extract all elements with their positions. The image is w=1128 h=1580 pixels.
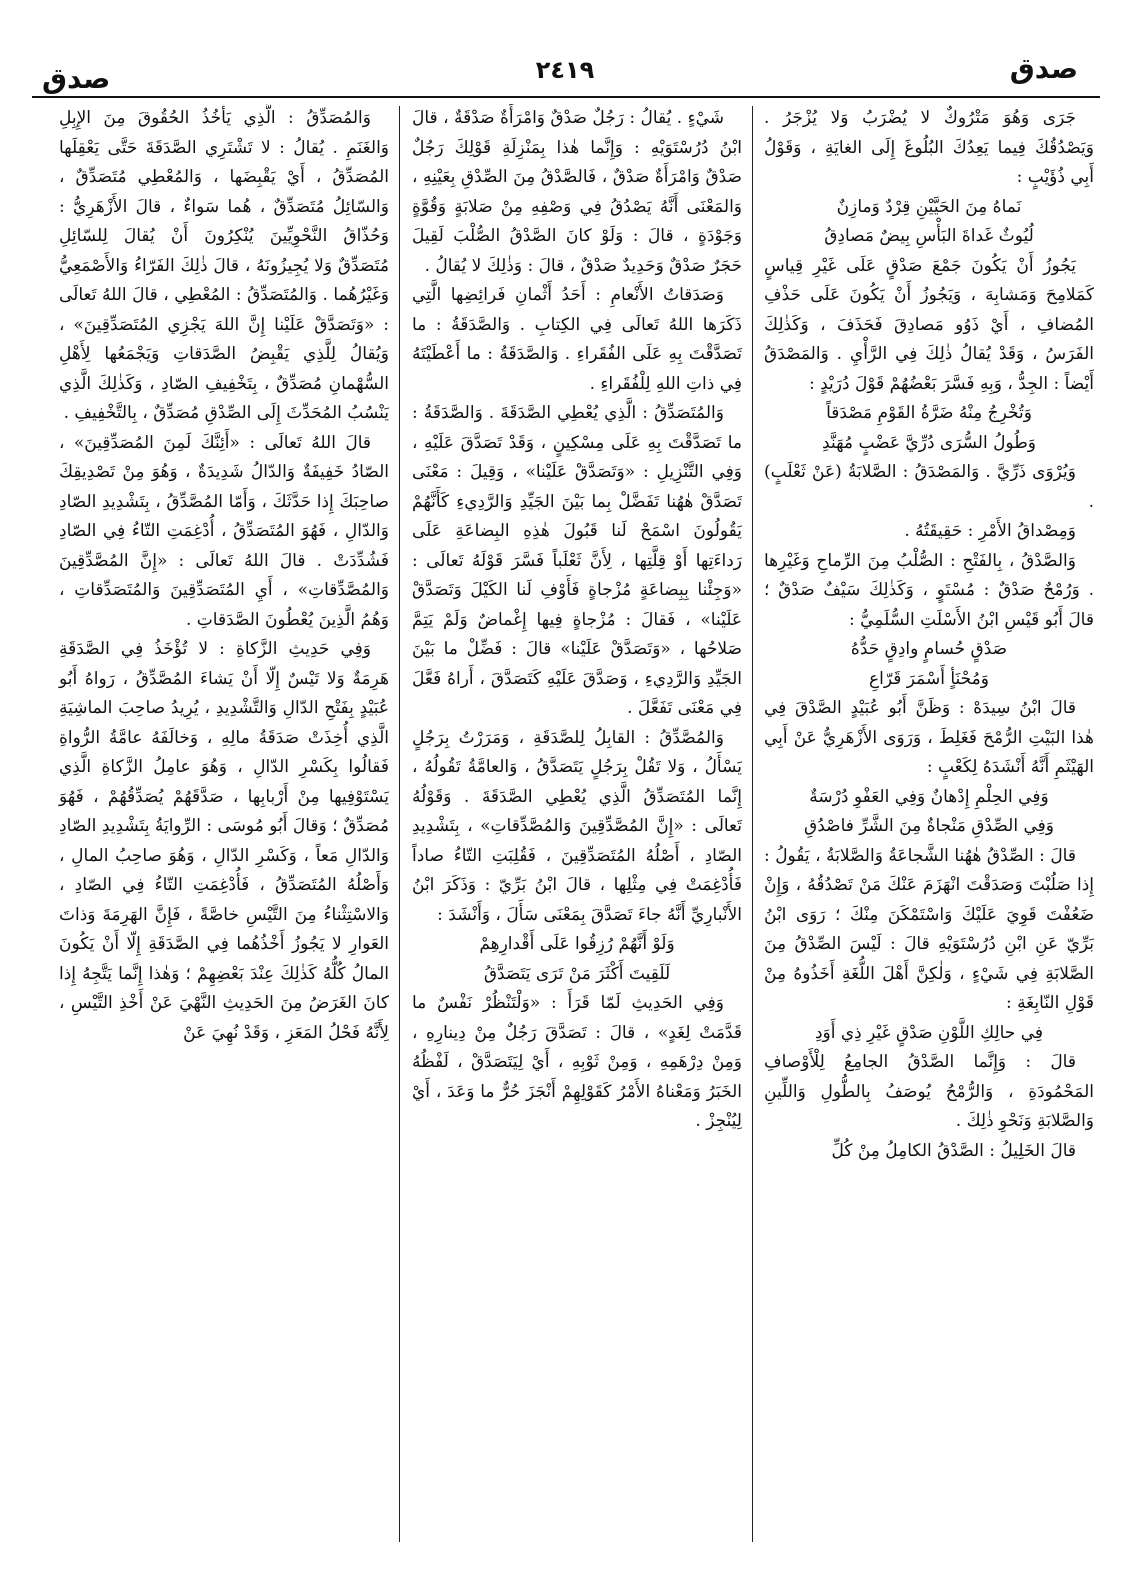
entry-paragraph: قالَ اللهُ تَعالَى : «أَئِنَّكَ لَمِنَ المُصَدِّقِينَ» ، الصّادُ خَفِيفَةٌ وَالدّالُ شَدِيدَةٌ ، وَهُوَ مِنْ تَصْدِيقِكَ صاحِبَكَ إِذا حَدَّثَكَ ، وَأَمّا المُصَّدِّقُ ، بِتَشْدِيدِ الصّادِ وَالدّالِ ، فَهُوَ المُتَصَدِّقُ ، أُدْغِمَتِ التّاءُ فِي الصّادِ فَشُدِّدَتْ . قالَ اللهُ تَعالَى : «إِنَّ المُصَّدِّقِينَ وَالمُصَّدِّقاتِ» ، أَيِ المُتَصَدِّقِينَ وَالمُتَصَدِّقاتِ ، وَهُمُ الَّذِينَ يُعْطُونَ الصَّدَقاتِ . bbox=[59, 432, 389, 630]
text-columns bbox=[36, 104, 1098, 1542]
column-divider bbox=[752, 106, 753, 1542]
verse-line: نَماهُ مِنَ الحَيَّيْنِ قِرْدٌ وَمازِنٌ bbox=[836, 196, 1022, 217]
verse-line: وَمُحْنَأٍ أَسْمَرَ قَرّاعِ bbox=[869, 668, 989, 689]
verse-line: وَلَوْ أَنَّهُمْ رُزِقُوا عَلَى أَقْدارِهِمْ bbox=[479, 934, 675, 954]
header-root-word-right: صدق bbox=[1009, 52, 1078, 85]
column-left bbox=[55, 104, 393, 1542]
verse-line: لُيُوثٌ غَداةَ البَأْسِ بِيضٌ مَصادِقُ bbox=[824, 226, 1034, 246]
page-header bbox=[30, 46, 1100, 94]
verse-line: وَتُخْرِجُ مِنْهُ ضَرَّةُ القَوْمِ مَصْدَقاً bbox=[826, 403, 1032, 423]
entry-paragraph: وَالمُتَصَدِّقُ : الَّذِي يُعْطِي الصَّدَقَةَ . وَالصَّدَقَةُ : ما تَصَدَّقْتَ بِهِ عَلَى مِسْكِينٍ ، وَقَدْ تَصَدَّقَ عَلَيْهِ ، وَفِي التَّنْزِيلِ : «وَتَصَدَّقْ عَلَيْنا» ، وَقِيلَ : مَعْنَى تَصَدَّقْ هٰهُنا تَفَضَّلْ بِما بَيْنَ الجَيِّدِ وَالرَّدِيءِ كَأَنَّهُمْ يَقُولُونَ اسْمَحْ لَنا قَبُولَ هٰذِهِ البِضاعَةِ عَلَى رَداءَتِها أَوْ قِلَّتِها ، لِأَنَّ ثَعْلَباً فَسَّرَ قَوْلَهُ تَعالَى : «وَجِئْنا بِبِضاعَةٍ مُزْجاةٍ فَأَوْفِ لَنا الكَيْلَ وَتَصَدَّقْ عَلَيْنا» ، فَقالَ : مُزْجاةٍ فِيها إِغْماضٌ وَلَمْ يَتِمَّ صَلاحُها ، «وَتَصَدَّقْ عَلَيْنا» قالَ : فَضِّلْ ما بَيْنَ الجَيِّدِ وَالرَّدِيءِ ، وَصَدَّقَ عَلَيْهِ كَتَصَدَّقَ ، أَراهُ فَعَّلَ فِي مَعْنَى تَفَعَّلَ . bbox=[412, 403, 742, 718]
entry-paragraph: وَصَدَقاتُ الأَنْعامِ : أَحَدُ أَثْمانِ فَرائِضِها الَّتِي ذَكَرَها اللهُ تَعالَى فِي الكِتابِ . وَالصَّدَقَةُ : ما تَصَدَّقْتَ بِهِ عَلَى الفُقَراءِ . وَالصَّدَقَةُ : ما أَعْطَيْتَهُ فِي ذاتِ اللهِ لِلْفُقَراءِ . bbox=[412, 285, 742, 394]
entry-paragraph: جَرَى وَهُوَ مَتْرُوكٌ لا يُضْرَبُ وَلا يُزْجَرُ . وَيَصْدُقُكَ فِيما يَعِدُكَ البُلُوغَ إِلَى الغايَةِ ، وَقَوْلُ أَبِي ذُؤَيْبٍ : bbox=[764, 108, 1094, 187]
entry-paragraph: وَيُرْوَى ذَرِّيَّ . وَالمَصْدَقُ : الصَّلابَةُ (عَنْ ثَعْلَبٍ) . bbox=[764, 462, 1094, 512]
header-rule bbox=[32, 96, 1100, 98]
entry-paragraph: وَمِصْداقُ الأَمْرِ : حَقِيقَتُهُ . bbox=[904, 521, 1076, 541]
entry-paragraph: وَالمُصَدِّقُ : الَّذِي يَأْخُذُ الحُقُوقَ مِنَ الإِبِلِ وَالغَنَمِ . يُقالُ : لا تَشْتَرِي الصَّدَقَةَ حَتَّى يَعْقِلَها المُصَدِّقُ ، أَيْ يَقْبِضَها ، وَالمُعْطِي مُتَصَدِّقٌ ، وَالسّائِلُ مُتَصَدِّقٌ ، هُما سَواءٌ ، قالَ الأَزْهَرِيُّ : وَحُذّاقُ النَّحْوِيِّينَ يُنْكِرُونَ أَنْ يُقالَ لِلسّائِلِ مُتَصَدِّقٌ وَلا يُجِيزُونَهُ ، قالَ ذٰلِكَ الفَرّاءُ وَالأَصْمَعِيُّ وَغَيْرُهُما . وَالمُتَصَدِّقُ : المُعْطِي ، قالَ اللهُ تَعالَى : «وَتَصَدَّقْ عَلَيْنا إِنَّ اللهَ يَجْزِي المُتَصَدِّقِينَ» ، وَيُقالُ لِلَّذِي يَقْبِضُ الصَّدَقاتِ وَيَجْمَعُها لِأَهْلِ السُّهْمانِ مُصَدِّقٌ ، بِتَخْفِيفِ الصّادِ ، وَكَذٰلِكَ الَّذِي يَنْسُبُ المُحَدِّثَ إِلَى الصِّدْقِ مُصَدِّقٌ ، بِالتَّخْفِيفِ . bbox=[59, 108, 389, 423]
entry-paragraph: قالَ ابْنُ سِيدَهْ : وَظَنَّ أَبُو عُبَيْدٍ الصَّدْقَ فِي هٰذا البَيْتِ الرُّمْحَ فَغَلِطَ ، وَرَوَى الأَزْهَرِيُّ عَنْ أَبِي الهَيْثَمِ أَنَّهُ أَنْشَدَهُ لِكَعْبٍ : bbox=[764, 698, 1094, 777]
entry-paragraph: قالَ : وَإِنَّما الصَّدْقُ الجامِعُ لِلْأَوْصافِ المَحْمُودَةِ ، وَالرُّمْحُ يُوصَفُ بِالطُّولِ وَاللِّينِ وَالصَّلابَةِ وَنَحْوِ ذٰلِكَ . bbox=[764, 1052, 1094, 1131]
column-right bbox=[760, 104, 1098, 1542]
page-number: ٢٤١٩ bbox=[535, 56, 595, 84]
entry-paragraph: قالَ : الصِّدْقُ هٰهُنا الشَّجاعَةُ وَالصَّلابَةُ ، يَقُولُ : إِذا صَلُبْتَ وَصَدَقْتَ انْهَزَمَ عَنْكَ مَنْ تَصْدُقُهُ ، وَإِنْ ضَعُفْتَ قَوِيَ عَلَيْكَ وَاسْتَمْكَنَ مِنْكَ ؛ رَوَى ابْنُ بَرِّيّ عَنِ ابْنِ دُرُسْتَوَيْهِ قالَ : لَيْسَ الصِّدْقُ مِنَ الصَّلابَةِ فِي شَيْءٍ ، وَلٰكِنَّ أَهْلَ اللُّغَةِ أَخَذُوهُ مِنْ قَوْلِ النّابِغَةِ : bbox=[764, 845, 1094, 1013]
verse-line: فِي حالِكِ اللَّوْنِ صَدْقٍ غَيْرِ ذِي أَوَدِ bbox=[814, 1022, 1044, 1043]
header-root-word-left: صدق bbox=[42, 62, 111, 95]
entry-paragraph: شَيْءٍ . يُقالُ : رَجُلٌ صَدْقٌ وَامْرَأَةٌ صَدْقَةٌ ، قالَ ابْنُ دُرُسْتَوَيْهِ : وَإِنَّما هٰذا بِمَنْزِلَةِ قَوْلِكَ رَجُلٌ صَدْقٌ وَامْرَأَةٌ صَدْقٌ ، فَالصَّدْقُ مِنَ الصِّدْقِ بِعَيْنِهِ ، وَالمَعْنَى أَنَّهُ يَصْدُقُ فِي وَصْفِهِ مِنْ صَلابَةٍ وَقُوَّةٍ وَجَوْدَةٍ ، قالَ : وَلَوْ كانَ الصَّدْقُ الصُّلْبَ لَقِيلَ حَجَرٌ صَدْقٌ وَحَدِيدٌ صَدْقٌ ، قالَ : وَذٰلِكَ لا يُقالُ . bbox=[412, 108, 742, 276]
column-middle bbox=[408, 104, 746, 1542]
verse-line: وَطُولُ السُّرَى دُرِّيَّ عَضْبٍ مُهَنَّدِ bbox=[822, 432, 1036, 453]
entry-paragraph: وَالصَّدْقُ ، بِالفَتْحِ : الصُّلْبُ مِنَ الرِّماحِ وَغَيْرِها . وَرُمْحٌ صَدْقٌ : مُسْتَوٍ ، وَكَذٰلِكَ سَيْفٌ صَدْقٌ ؛ قالَ أَبُو قَيْسِ ابْنُ الأَسْلَتِ السُّلَمِيُّ : bbox=[764, 550, 1094, 630]
column-divider bbox=[399, 106, 400, 1542]
verse-line: وَفِي الصِّدْقِ مَنْجاةٌ مِنَ الشَّرِّ فاصْدُقِ bbox=[804, 816, 1054, 836]
entry-paragraph: وَفِي الحَدِيثِ لَمّا قَرَأَ : «وَلْتَنْظُرْ نَفْسٌ ما قَدَّمَتْ لِغَدٍ» ، قالَ : تَصَدَّقَ رَجُلٌ مِنْ دِينارِهِ ، وَمِنْ دِرْهَمِهِ ، وَمِنْ ثَوْبِهِ ، أَيْ لِيَتَصَدَّقْ ، لَفْظُهُ الخَبَرُ وَمَعْناهُ الأَمْرُ كَقَوْلِهِمْ أَنْجَزَ حُرٌّ ما وَعَدَ ، أَيْ لِيُنْجِزْ . bbox=[412, 993, 742, 1131]
entry-paragraph: يَجُوزُ أَنْ يَكُونَ جَمْعَ صَدْقٍ عَلَى غَيْرِ قِياسٍ كَمَلامِحَ وَمَشابِهَ ، وَيَجُوزُ أَنْ يَكُونَ عَلَى حَذْفِ المُضافِ ، أَيْ ذَوُو مَصادِقَ فَحَذَفَ ، وَكَذٰلِكَ الفَرَسُ ، وَقَدْ يُقالُ ذٰلِكَ فِي الرَّأْيِ . وَالمَصْدَقُ أَيْضاً : الجِدُّ ، وَبِهِ فَسَّرَ بَعْضُهُمْ قَوْلَ دُرَيْدٍ : bbox=[764, 255, 1094, 394]
entry-paragraph: قالَ الخَلِيلُ : الصَّدْقُ الكامِلُ مِنْ كُلِّ bbox=[831, 1140, 1076, 1161]
verse-line: لَلَقِيتَ أَكْثَرَ مَنْ تَرَى يَتَصَدَّقُ bbox=[483, 963, 671, 984]
entry-paragraph: وَفِي حَدِيثِ الزَّكاةِ : لا تُؤْخَذُ فِي الصَّدَقَةِ هَرِمَةٌ وَلا تَيْسٌ إِلّا أَنْ يَشاءَ المُصَّدِّقُ ، رَواهُ أَبُو عُبَيْدٍ بِفَتْحِ الدّالِ وَالتَّشْدِيدِ ، يُرِيدُ صاحِبَ الماشِيَةِ الَّذِي أُخِذَتْ صَدَقَةُ مالِهِ ، وَخالَفَهُ عامَّةُ الرُّواةِ فَقالُوا بِكَسْرِ الدّالِ ، وَهُوَ عامِلُ الزَّكاةِ الَّذِي يَسْتَوْفِيها مِنْ أَرْبابِها ، صَدَّقَهُمْ يُصَدِّقُهُمْ ، فَهُوَ مُصَدِّقٌ ؛ وَقالَ أَبُو مُوسَى : الرِّوايَةُ بِتَشْدِيدِ الصّادِ وَالدّالِ مَعاً ، وَكَسْرِ الدّالِ ، وَهُوَ صاحِبُ المالِ ، وَأَصْلُهُ المُتَصَدِّقُ ، فَأُدْغِمَتِ التّاءُ فِي الصّادِ ، وَالاسْتِثْناءُ مِنَ التَّيْسِ خاصَّةً ، فَإِنَّ الهَرِمَةَ وَذاتَ العَوارِ لا يَجُوزُ أَخْذُهُما فِي الصَّدَقَةِ إِلّا أَنْ يَكُونَ المالُ كُلُّهُ كَذٰلِكَ عِنْدَ بَعْضِهِمْ ؛ وَهٰذا إِنَّما يَتَّجِهُ إِذا كانَ الغَرَضُ مِنَ الحَدِيثِ النَّهْيَ عَنْ أَخْذِ التَّيْسِ ، لِأَنَّهُ فَحْلُ المَعَزِ ، وَقَدْ نُهِيَ عَنْ bbox=[59, 639, 389, 1043]
verse-line: صَدْقٍ حُسامٍ وادِقٍ حَدُّهُ bbox=[850, 639, 1008, 659]
entry-paragraph: وَالمُصَّدِّقُ : القابِلُ لِلصَّدَقَةِ ، وَمَرَرْتُ بِرَجُلٍ يَسْأَلُ ، وَلا تَقُلْ بِرَجُلٍ يَتَصَدَّقُ ، وَالعامَّةُ تَقُولُهُ ، إِنَّما المُتَصَدِّقُ الَّذِي يُعْطِي الصَّدَقَةَ . وَقَوْلُهُ تَعالَى : «إِنَّ المُصَّدِّقِينَ وَالمُصَّدِّقاتِ» ، بِتَشْدِيدِ الصّادِ ، أَصْلُهُ المُتَصَدِّقِينَ ، فَقُلِبَتِ التّاءُ صاداً فَأُدْغِمَتْ فِي مِثْلِها ، قالَ ابْنُ بَرِّيّ : وَذَكَرَ ابْنُ الأَنْبارِيِّ أَنَّهُ جاءَ تَصَدَّقَ بِمَعْنَى سَأَلَ ، وَأَنْشَدَ : bbox=[412, 727, 742, 925]
verse-line: وَفِي الحِلْمِ إِدْهانٌ وَفِي العَفْوِ دُرْسَةٌ bbox=[809, 786, 1049, 807]
